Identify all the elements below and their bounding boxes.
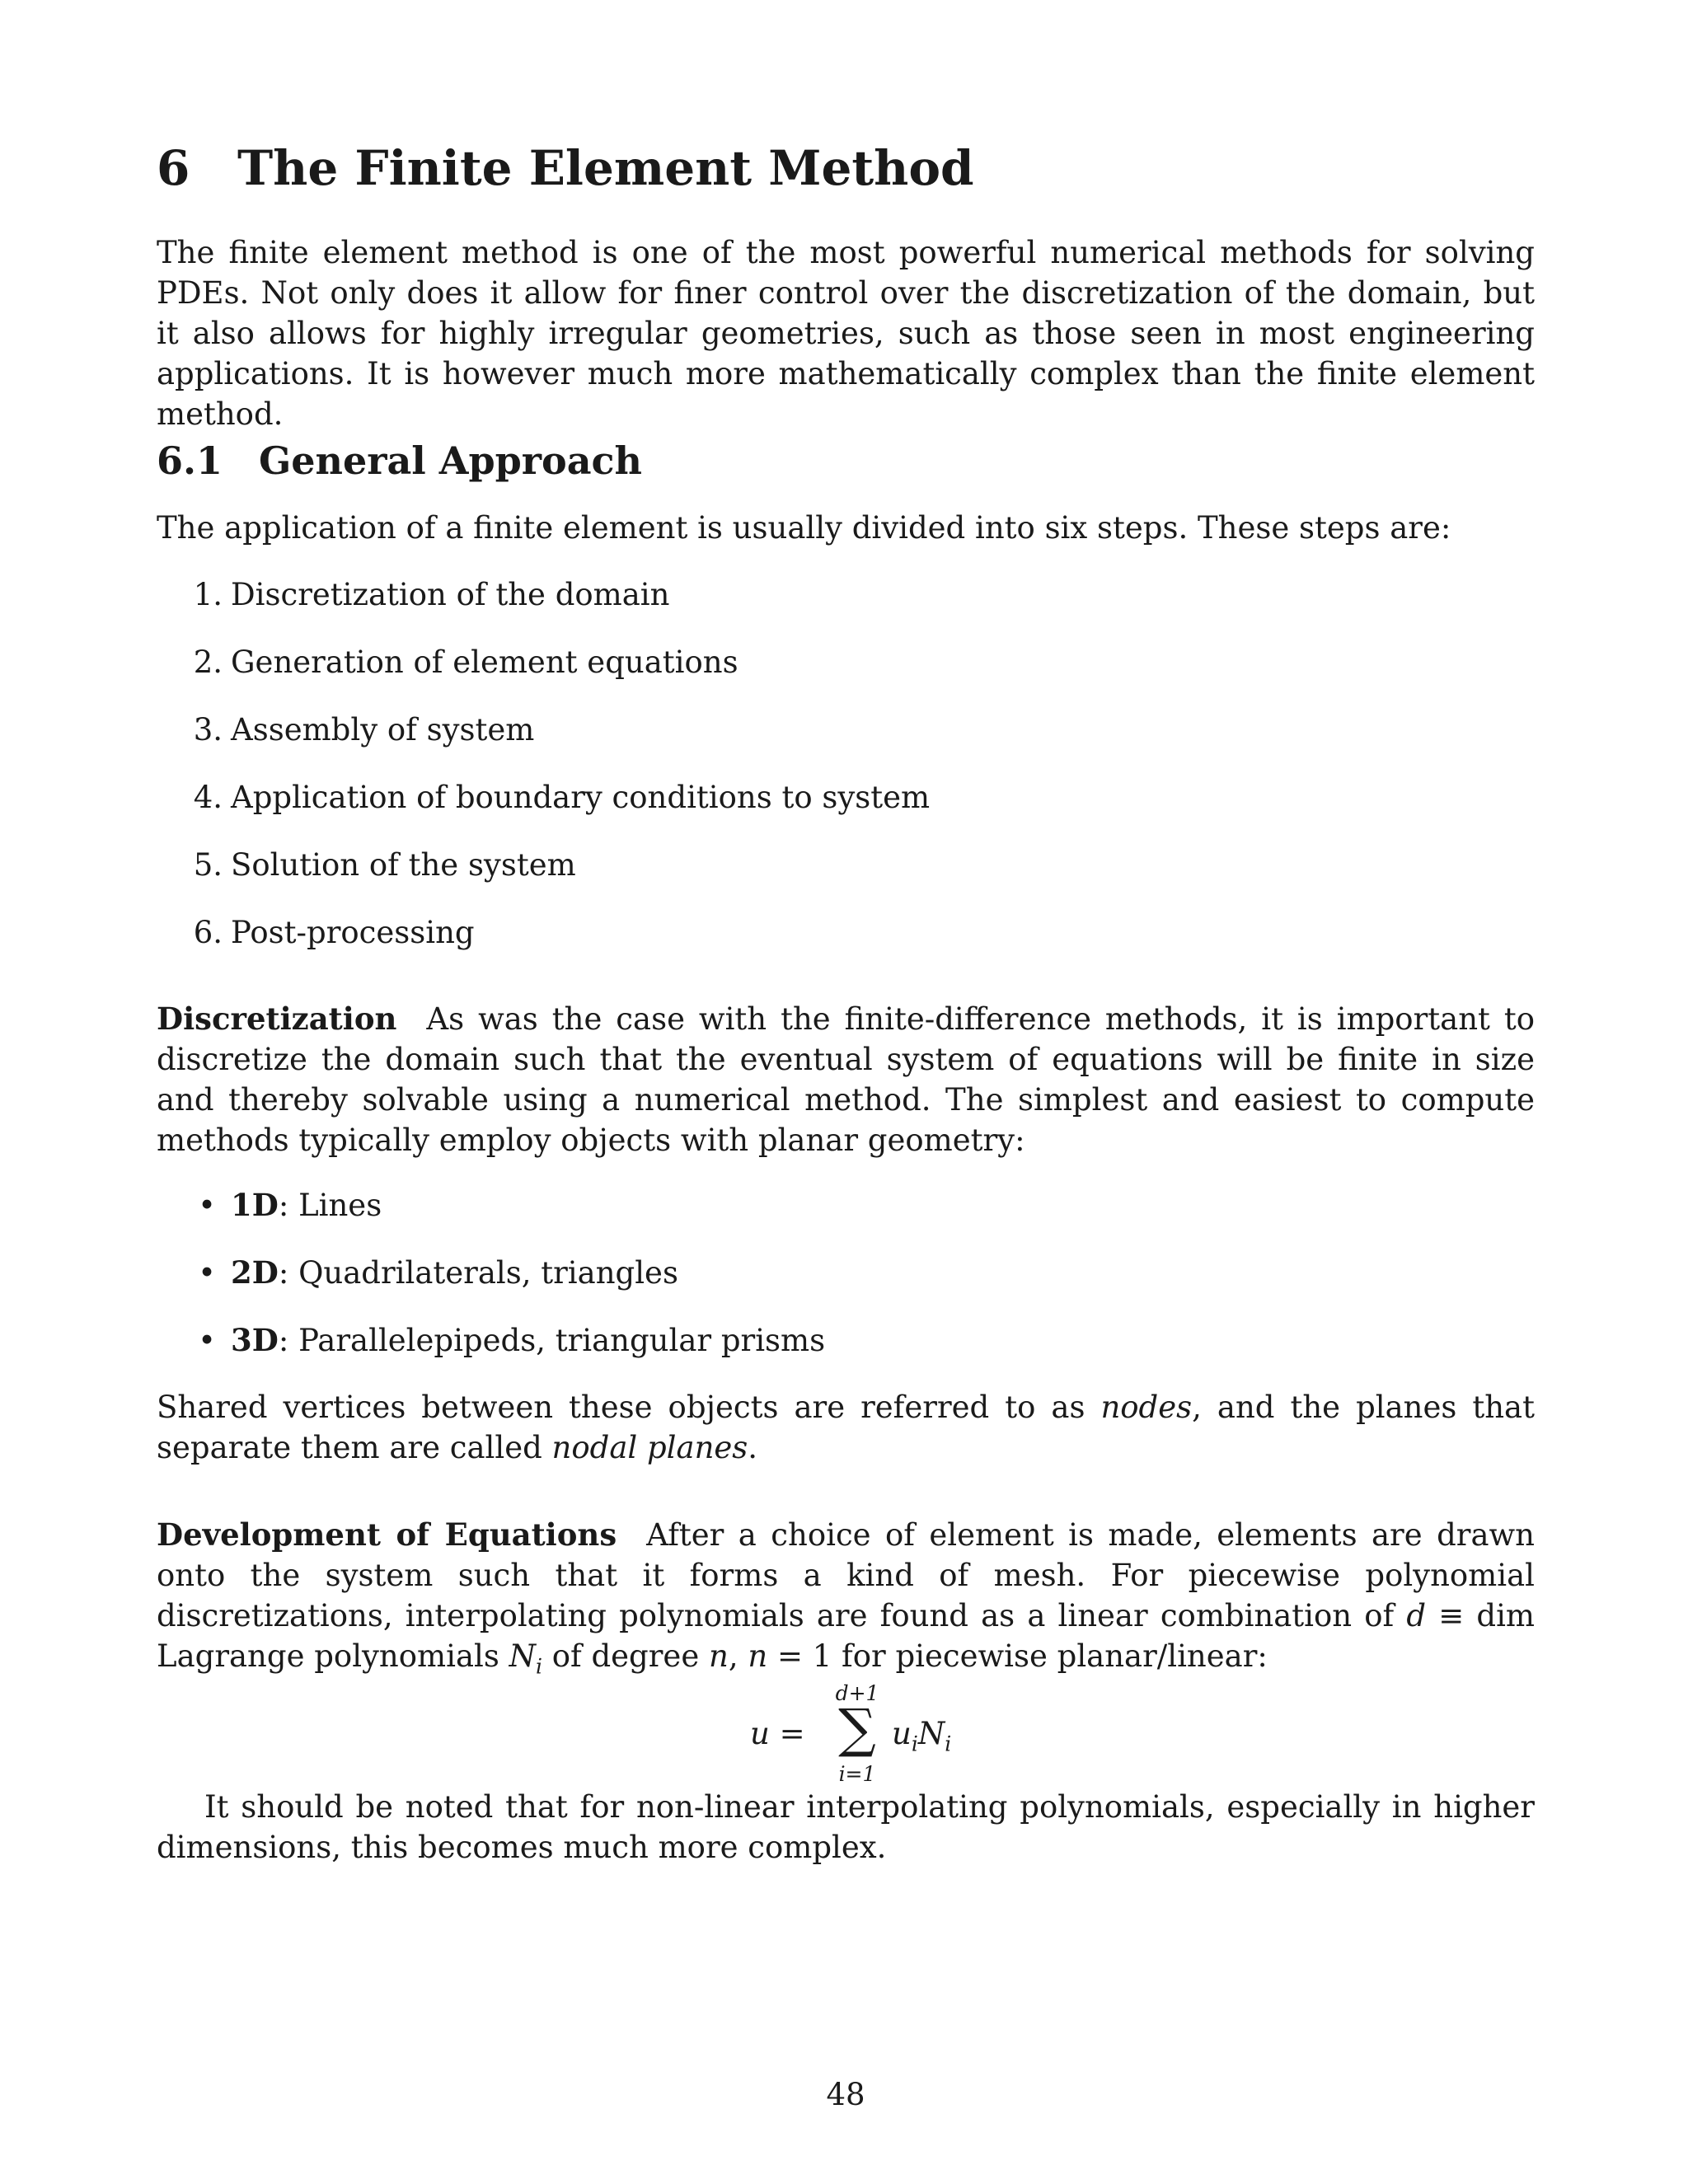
bullet-icon: • — [198, 1323, 216, 1358]
math-subscript: i — [911, 1732, 918, 1756]
discretization-body: As was the case with the finite-difference methods, it is important to discretize the domain such that the eventual system of equations will be finite in size and thereby solvable using a numerical method. The simplest and easiest to compute methods typically employ objects with planar geometry: — [157, 1001, 1535, 1158]
list-item — [157, 1320, 825, 1361]
list-item — [157, 1185, 382, 1226]
section-number: 6 — [157, 140, 190, 196]
math-variable: n — [709, 1638, 729, 1674]
list-marker: 3. — [193, 712, 223, 748]
nodes-paragraph — [157, 1387, 1535, 1468]
development-text: After a choice of element is made, elements are drawn onto the system such that it forms a kind of mesh. For piecewise polynomial discretizations, interpolating polynomials are found as a linear combination of — [157, 1517, 1535, 1633]
subsection-number: 6.1 — [157, 438, 223, 483]
list-item — [157, 777, 930, 818]
list-item — [157, 845, 576, 885]
list-item-text: Assembly of system — [231, 712, 535, 748]
subsection-title: General Approach — [259, 438, 642, 483]
development-text: of degree — [542, 1638, 709, 1674]
math-variable: n — [748, 1638, 768, 1674]
list-item — [157, 1253, 678, 1293]
development-paragraph — [157, 1515, 1535, 1686]
geometry-description: : Quadrilaterals, triangles — [278, 1255, 678, 1291]
section-title: The Finite Element Method — [237, 140, 974, 196]
sum-lower-limit: i=1 — [838, 1762, 876, 1786]
list-marker: 6. — [193, 915, 223, 950]
subsection-heading — [157, 438, 642, 483]
discretization-heading: Discretization — [157, 1001, 397, 1037]
nodal-planes-term: nodal planes — [551, 1430, 748, 1465]
math-variable: N — [917, 1716, 945, 1751]
summation — [828, 1681, 886, 1788]
math-variable: N — [509, 1638, 536, 1674]
closing-paragraph: It should be noted that for non-linear interpolating polynomials, especially in higher dimensions, this becomes much more complex. — [157, 1789, 1535, 1865]
geometry-term: 2D — [231, 1254, 279, 1291]
display-equation — [157, 1681, 1535, 1788]
bullet-icon: • — [198, 1255, 216, 1291]
nodes-text-before: Shared vertices between these objects are referred to as — [157, 1390, 1101, 1425]
development-heading: Development of Equations — [157, 1516, 617, 1553]
list-item — [157, 642, 738, 682]
nodes-term: nodes — [1100, 1390, 1193, 1425]
list-item-text: Generation of element equations — [231, 644, 738, 680]
list-item-text: Application of boundary conditions to system — [231, 780, 931, 815]
geometry-term: 3D — [231, 1322, 279, 1358]
discretization-paragraph — [157, 999, 1535, 1160]
nodes-text-middle: , and the planes that separate them are called — [157, 1390, 1535, 1465]
geometry-term: 1D — [231, 1187, 279, 1223]
math-variable: u — [892, 1716, 912, 1751]
nodes-text-after: . — [748, 1430, 758, 1465]
section-heading — [157, 140, 974, 196]
development-text: = 1 for piecewise planar/linear: — [767, 1638, 1268, 1674]
geometry-description: : Parallelepipeds, triangular prisms — [278, 1323, 826, 1358]
list-marker: 2. — [193, 644, 223, 680]
page-number: 48 — [826, 2077, 865, 2112]
bullet-icon: • — [198, 1188, 216, 1223]
sum-symbol: ∑ — [838, 1699, 876, 1760]
list-item — [157, 710, 534, 750]
list-marker: 1. — [193, 577, 223, 612]
sum-upper-limit: d+1 — [835, 1681, 879, 1705]
subsection-intro-paragraph: The application of a finite element is usually divided into six steps. These steps are: — [157, 510, 1451, 546]
list-marker: 4. — [193, 780, 223, 815]
list-item-text: Post-processing — [231, 915, 475, 950]
list-marker: 5. — [193, 847, 223, 883]
section-intro-paragraph: The finite element method is one of the most powerful numerical methods for solving PDEs. Not only does it allow for finer control over the discretization of the domain, but it also allows for highly irregular geometries, such as those seen in most engineering applications. It is however much more mathematically complex than the finite element method. — [157, 235, 1535, 432]
equation-lhs: u = — [750, 1716, 805, 1751]
development-text: ≡ dim Lagrange polynomials — [157, 1598, 1535, 1674]
math-subscript: i — [945, 1732, 952, 1756]
list-item-text: Solution of the system — [231, 847, 576, 883]
math-variable: d — [1406, 1598, 1427, 1633]
math-subscript: i — [535, 1654, 542, 1679]
list-item — [157, 912, 475, 953]
development-text: , — [728, 1638, 748, 1674]
geometry-description: : Lines — [278, 1188, 382, 1223]
equation-rhs — [892, 1716, 951, 1755]
list-item-text: Discretization of the domain — [231, 577, 670, 612]
list-item — [157, 574, 669, 615]
